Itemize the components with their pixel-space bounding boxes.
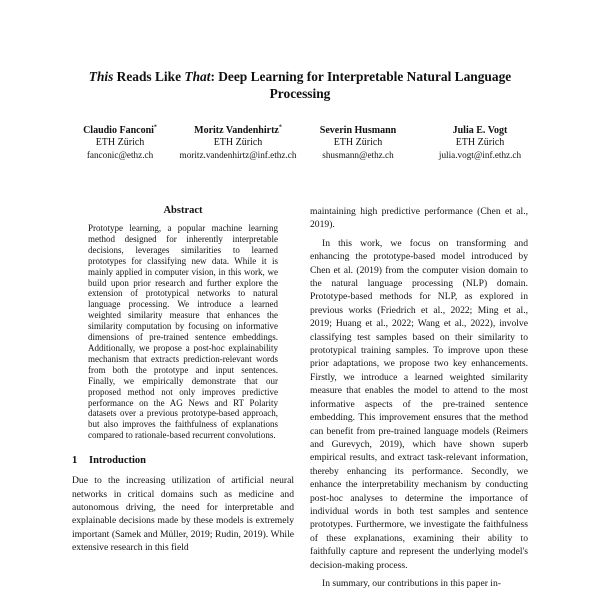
author-name: Moritz Vandenhirtz <box>194 125 279 136</box>
author-name: Severin Husmann <box>319 125 397 136</box>
title-this: This <box>88 69 114 84</box>
equal-contribution-mark: * <box>153 124 157 131</box>
author-3 <box>310 125 406 162</box>
author-name: Claudio Fanconi <box>83 125 154 136</box>
author-2 <box>170 125 306 162</box>
author-email[interactable]: fanconic@ethz.ch <box>86 150 154 161</box>
author-email[interactable]: moritz.vandenhirtz@inf.ethz.ch <box>179 150 297 161</box>
abstract-heading: Abstract <box>163 205 203 216</box>
introduction-paragraph: Due to the increasing utilization of artificial neural networks in critical domains such as medicine and autonomous driving, the need for interpretable and explainable decisions made by these models is extremely important (Samek and Müller, 2019; Rudin, 2019). While extensive research in this field <box>72 475 294 554</box>
title-rest: : Deep Learning for Interpretable Natural Language Processing <box>210 69 512 101</box>
author-1 <box>68 125 172 162</box>
right-column <box>310 205 528 590</box>
left-column <box>72 205 294 555</box>
paragraph-continuation: maintaining high predictive performance (Chen et al., 2019). <box>310 206 528 231</box>
author-affiliation: ETH Zürich <box>213 137 263 149</box>
equal-contribution-mark: * <box>278 124 282 131</box>
title-reads-like: Reads Like <box>113 69 185 84</box>
author-affiliation: ETH Zürich <box>455 137 505 149</box>
paragraph-summary: In summary, our contributions in this paper in- <box>322 577 501 589</box>
author-affiliation: ETH Zürich <box>333 137 383 149</box>
author-affiliation: ETH Zürich <box>95 137 145 149</box>
paper-title <box>60 68 540 102</box>
section-number: 1 <box>72 455 78 467</box>
abstract-text: Prototype learning, a popular machine learning method designed for inherently interpretable decisions, leverages similarities to learned prototypes for classifying new data. While it is mainly applied in computer vision, in this work, we build upon prior research and further explore the extension of prototypical networks to natural language processing. We introduce a learned weighted similarity measure that enhances the similarity computation by focusing on informative dimensions of pre-trained sentence embeddings. Additionally, we propose a post-hoc explainability mechanism that extracts prediction-relevant words from both the prototype and input sentences. Finally, we empirically demonstrate that our proposed method not only improves predictive performance on the AG News and RT Polarity datasets over a previous prototype-based approach, but also improves the faithfulness of explanations compared to rationale-based recurrent convolutions. <box>88 223 278 441</box>
author-email[interactable]: julia.vogt@inf.ethz.ch <box>438 150 522 161</box>
author-name: Julia E. Vogt <box>452 125 508 136</box>
paragraph-contributions: In this work, we focus on transforming and enhancing the prototype-based model introduced by Chen et al. (2019) from the computer vision domain to the natural language processing (NLP) domain. Prototype-based methods for NLP, as explored in previous works (Friedrich et al., 2022; Ming et al., 2019; Huang et al., 2022; Wang et al., 2022), involve classifying test samples based on their similarity to prototypical training samples. To improve upon these prior adaptations, we propose two key enhancements. Firstly, we introduce a learned weighted similarity measure that enables the model to attend to the most informative aspects of the pre-trained sentence embedding. This improvement ensures that the method can benefit from pre-trained language models (Reimers and Gurevych, 2019), which have shown superb empirical results, and extract task-relevant information, thereby enhancing its performance. Secondly, we enhance the interpretability mechanism by conducting post-hoc analyses to determine the importance of individual words in both test samples and sentence prototypes. Furthermore, we investigate the faithfulness of these explanations, examining their ability to faithfully capture and represent the underlying model's decision-making process. <box>310 237 528 571</box>
author-4 <box>422 125 538 162</box>
author-block <box>0 125 600 165</box>
author-email[interactable]: shusmann@ethz.ch <box>322 150 394 161</box>
title-that: That <box>184 69 211 84</box>
section-title: Introduction <box>89 455 146 467</box>
section-heading-introduction <box>72 455 294 466</box>
